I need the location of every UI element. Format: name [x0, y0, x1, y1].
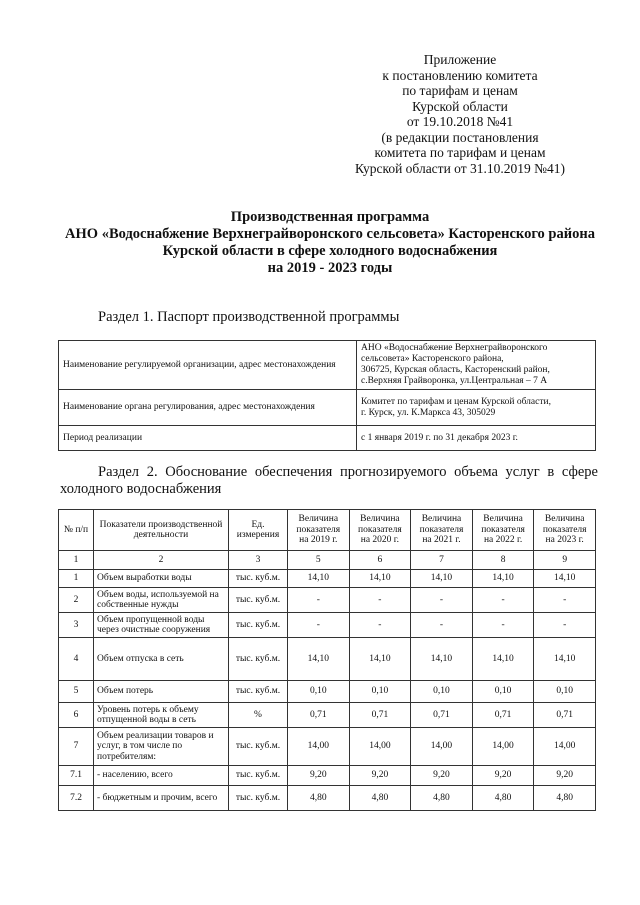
column-number: 2	[94, 551, 229, 570]
row-name: - населению, всего	[94, 766, 229, 786]
column-number: 9	[534, 551, 596, 570]
row-value: 0,71	[288, 703, 350, 728]
row-value: 14,10	[288, 570, 350, 588]
title-line: на 2019 - 2023 годы	[267, 260, 393, 276]
row-value: 0,10	[411, 681, 473, 703]
column-header: Величина показателя на 2020 г.	[349, 510, 411, 551]
row-value: 4,80	[349, 786, 411, 811]
row-value: -	[288, 588, 350, 613]
passport-value	[357, 390, 596, 426]
row-value: -	[349, 588, 411, 613]
passport-value-line: Комитет по тарифам и ценам Курской области,	[361, 396, 551, 407]
row-value: -	[472, 613, 534, 638]
passport-label: Период реализации	[59, 426, 357, 451]
column-number-row	[59, 551, 596, 570]
row-name: - бюджетным и прочим, всего	[94, 786, 229, 811]
table-row	[59, 786, 596, 811]
row-value: 14,00	[534, 728, 596, 766]
row-value: 0,71	[472, 703, 534, 728]
document-title	[40, 209, 620, 277]
row-value: 9,20	[411, 766, 473, 786]
header-row	[59, 510, 596, 551]
row-unit: тыс. куб.м.	[229, 613, 288, 638]
row-number: 1	[59, 570, 94, 588]
section-2-heading-text: Раздел 2. Обоснование обеспечения прогнозируемого объема услуг в сфере холодного водоснабжения	[60, 464, 598, 497]
column-header: Ед. измерения	[229, 510, 288, 551]
appendix-line: по тарифам и ценам	[402, 83, 518, 98]
row-value: 4,80	[288, 786, 350, 811]
row-value: 0,71	[534, 703, 596, 728]
row-value: 14,10	[472, 570, 534, 588]
appendix-line: Приложение	[423, 52, 497, 67]
row-number: 5	[59, 681, 94, 703]
row-value: 14,10	[534, 570, 596, 588]
row-value: 9,20	[349, 766, 411, 786]
row-value: 14,10	[534, 638, 596, 681]
row-value: 4,80	[472, 786, 534, 811]
row-name: Объем воды, используемой на собственные нужды	[94, 588, 229, 613]
passport-value-line: с 1 января 2019 г. по 31 декабря 2023 г.	[361, 432, 518, 443]
table-row	[59, 638, 596, 681]
row-value: 0,71	[411, 703, 473, 728]
row-value: -	[411, 588, 473, 613]
row-number: 7	[59, 728, 94, 766]
row-value: 0,10	[534, 681, 596, 703]
row-unit: тыс. куб.м.	[229, 681, 288, 703]
row-value: 14,10	[411, 638, 473, 681]
row-number: 7.2	[59, 786, 94, 811]
passport-value-line: АНО «Водоснабжение Верхнеграйворонского	[361, 343, 548, 353]
column-number: 3	[229, 551, 288, 570]
appendix-block	[330, 52, 590, 176]
table-row	[59, 613, 596, 638]
row-value: 0,10	[472, 681, 534, 703]
column-header: Величина показателя на 2023 г.	[534, 510, 596, 551]
column-header: № п/п	[59, 510, 94, 551]
row-name: Объем выработки воды	[94, 570, 229, 588]
table-row	[59, 703, 596, 728]
row-value: 14,10	[288, 638, 350, 681]
row-value: -	[349, 613, 411, 638]
row-value: -	[411, 613, 473, 638]
row-value: 0,10	[349, 681, 411, 703]
row-unit: тыс. куб.м.	[229, 638, 288, 681]
table-row	[59, 766, 596, 786]
title-line: Производственная программа	[230, 209, 430, 225]
row-number: 3	[59, 613, 94, 638]
passport-row	[59, 341, 596, 390]
appendix-line: (в редакции постановления	[381, 129, 539, 145]
row-value: 14,00	[288, 728, 350, 766]
passport-table	[58, 340, 596, 451]
row-number: 6	[59, 703, 94, 728]
appendix-line: Курской области от 31.10.2019 №41)	[354, 160, 566, 176]
column-number: 1	[59, 551, 94, 570]
row-name: Объем отпуска в сеть	[94, 638, 229, 681]
row-unit: тыс. куб.м.	[229, 588, 288, 613]
row-value: 14,00	[349, 728, 411, 766]
column-header: Величина показателя на 2019 г.	[288, 510, 350, 551]
row-name: Объем пропущенной воды через очистные сооружения	[94, 613, 229, 638]
row-value: 14,10	[472, 638, 534, 681]
title-line: АНО «Водоснабжение Верхнеграйворонского сельсовета» Касторенского района	[65, 226, 595, 242]
row-name: Уровень потерь к объему отпущенной воды в сеть	[94, 703, 229, 728]
passport-value	[357, 426, 596, 451]
row-number: 4	[59, 638, 94, 681]
row-value: 4,80	[411, 786, 473, 811]
row-value: -	[534, 588, 596, 613]
row-number: 7.1	[59, 766, 94, 786]
appendix-line: к постановлению комитета	[382, 67, 538, 83]
row-value: -	[472, 588, 534, 613]
passport-value	[357, 341, 596, 390]
table-row	[59, 728, 596, 766]
row-unit: %	[229, 703, 288, 728]
passport-label: Наименование регулируемой организации, адрес местонахождения	[59, 341, 357, 390]
row-value: 14,00	[411, 728, 473, 766]
passport-row	[59, 390, 596, 426]
column-number: 8	[472, 551, 534, 570]
passport-value-line: г. Курск, ул. К.Маркса 43, 305029	[361, 407, 496, 418]
appendix-line: Курской области	[412, 98, 508, 114]
indicators-table	[58, 509, 596, 811]
passport-value-line: с.Верхняя Грайворонка, ул.Центральная – 7 А	[361, 376, 548, 386]
title-line: Курской области в сфере холодного водоснабжения	[162, 243, 498, 259]
column-header: Величина показателя на 2022 г.	[472, 510, 534, 551]
column-header: Показатели производственной деятельности	[94, 510, 229, 551]
column-header: Величина показателя на 2021 г.	[411, 510, 473, 551]
row-value: -	[534, 613, 596, 638]
column-number: 5	[288, 551, 350, 570]
column-number: 6	[349, 551, 411, 570]
row-value: 0,71	[349, 703, 411, 728]
passport-row	[59, 426, 596, 451]
row-value: 14,00	[472, 728, 534, 766]
appendix-line: комитета по тарифам и ценам	[374, 145, 546, 160]
table-row	[59, 588, 596, 613]
appendix-line: от 19.10.2018 №41	[406, 114, 514, 129]
row-value: 14,10	[349, 638, 411, 681]
row-value: 9,20	[534, 766, 596, 786]
row-value: -	[288, 613, 350, 638]
row-name: Объем реализации товаров и услуг, в том числе по потребителям:	[94, 728, 229, 766]
row-value: 0,10	[288, 681, 350, 703]
row-value: 14,10	[411, 570, 473, 588]
passport-value-line: 306725, Курская область, Касторенский район,	[361, 365, 550, 375]
table-row	[59, 681, 596, 703]
row-value: 9,20	[288, 766, 350, 786]
passport-label: Наименование органа регулирования, адрес местонахождения	[59, 390, 357, 426]
row-value: 14,10	[349, 570, 411, 588]
row-unit: тыс. куб.м.	[229, 570, 288, 588]
section-2-heading	[60, 464, 598, 498]
row-unit: тыс. куб.м.	[229, 766, 288, 786]
table-row	[59, 570, 596, 588]
row-unit: тыс. куб.м.	[229, 786, 288, 811]
row-value: 9,20	[472, 766, 534, 786]
row-name: Объем потерь	[94, 681, 229, 703]
section-1-heading: Раздел 1. Паспорт производственной программы	[98, 309, 400, 325]
row-value: 4,80	[534, 786, 596, 811]
column-number: 7	[411, 551, 473, 570]
row-number: 2	[59, 588, 94, 613]
row-unit: тыс. куб.м.	[229, 728, 288, 766]
passport-value-line: сельсовета» Касторенского района,	[361, 354, 504, 364]
